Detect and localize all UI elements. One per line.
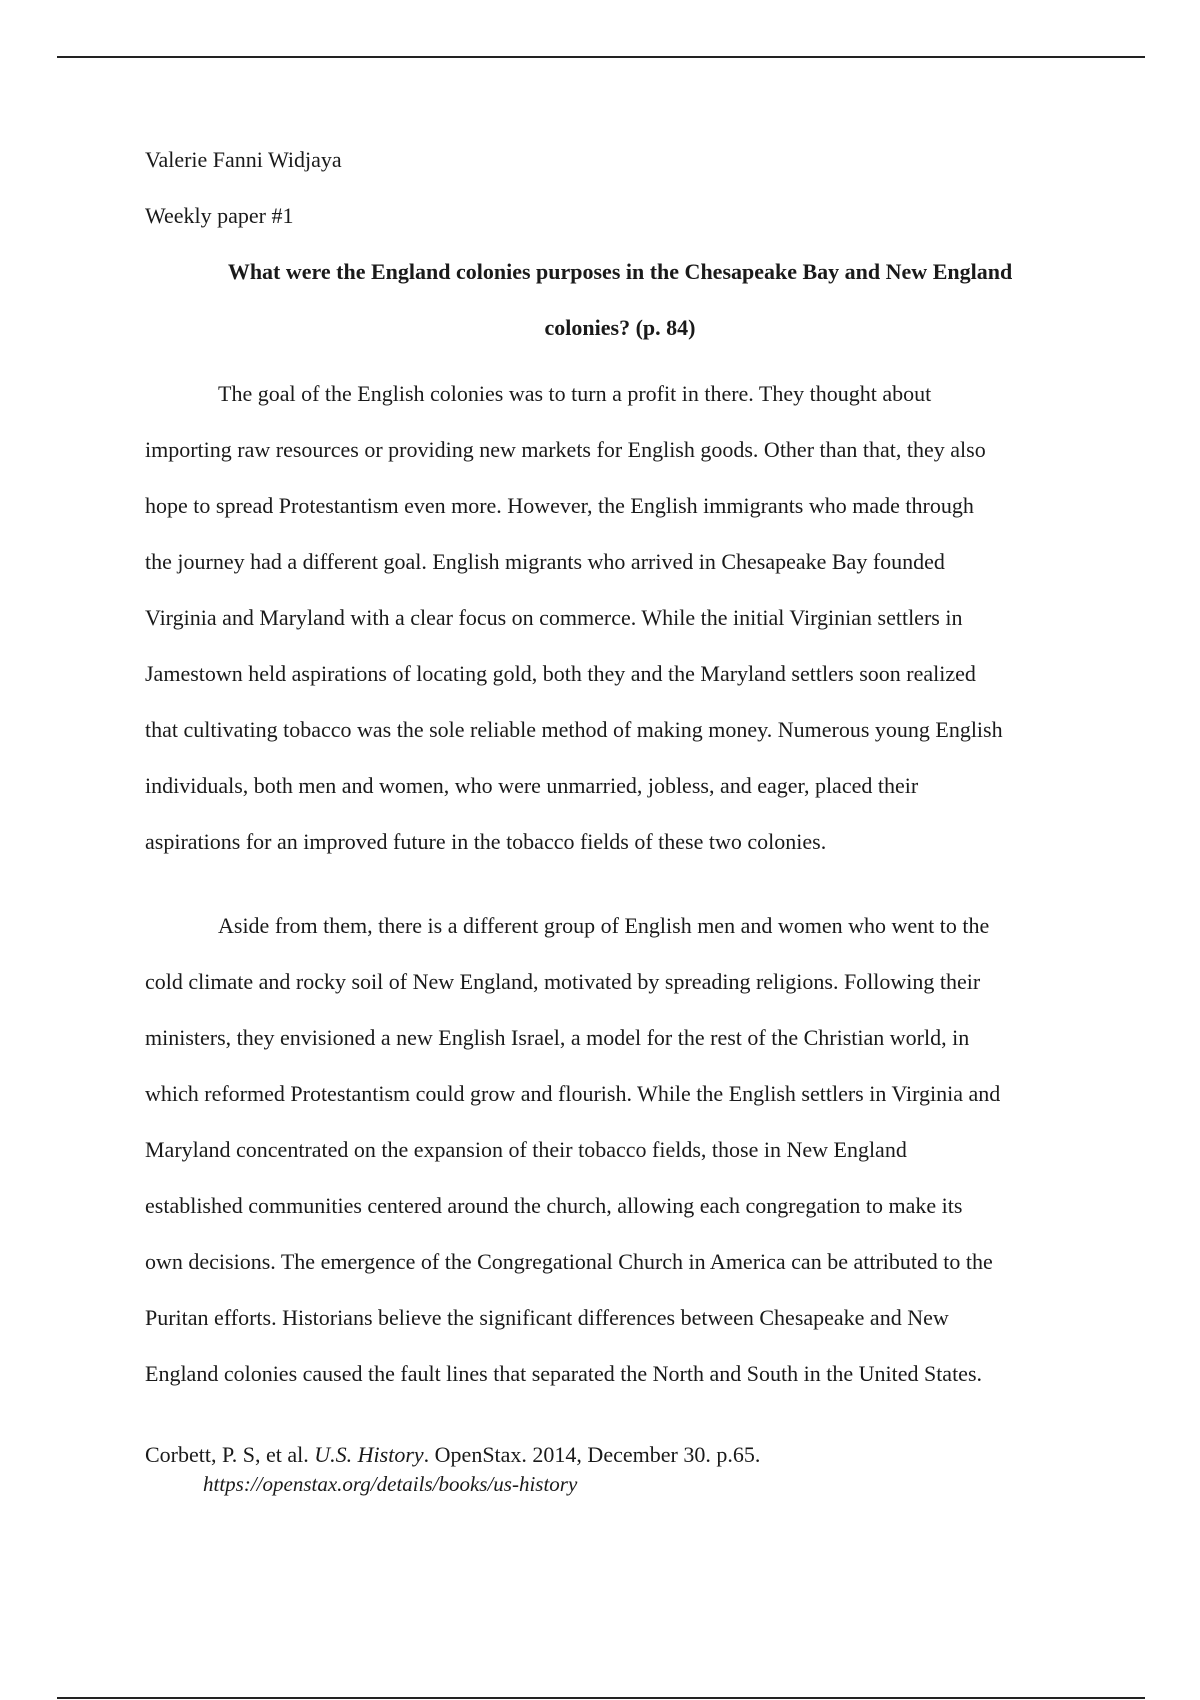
paragraph-2 [145, 898, 1095, 1402]
title-line-1: What were the England colonies purposes in the Chesapeake Bay and New England [227, 259, 1013, 284]
bottom-rule [57, 1697, 1145, 1699]
paragraph-1-line: Virginia and Maryland with a clear focus on commerce. While the initial Virginian settlers in [145, 605, 963, 630]
author-name: Valerie Fanni Widjaya [145, 147, 342, 172]
paragraph-2-line: ministers, they envisioned a new English Israel, a model for the rest of the Christian world, in [145, 1025, 970, 1050]
paragraph-2-line: which reformed Protestantism could grow and flourish. While the English settlers in Virginia and [145, 1081, 1001, 1106]
paragraph-2-line: Aside from them, there is a different group of English men and women who went to the [218, 913, 990, 938]
paragraph-1-line: individuals, both men and women, who were unmarried, jobless, and eager, placed their [145, 773, 919, 798]
paragraph-2-line: cold climate and rocky soil of New England, motivated by spreading religions. Following their [145, 969, 981, 994]
citation [145, 1440, 760, 1498]
citation-authors: Corbett, P. S, et al. [145, 1442, 309, 1467]
paragraph-1-line: aspirations for an improved future in the tobacco fields of these two colonies. [145, 829, 827, 854]
paragraph-2-line: England colonies caused the fault lines that separated the North and South in the United States. [145, 1361, 983, 1386]
document-body [145, 142, 1095, 1402]
paragraph-2-line: Puritan efforts. Historians believe the significant differences between Chesapeake and New [145, 1305, 949, 1330]
paragraph-2-line: Maryland concentrated on the expansion of their tobacco fields, those in New England [145, 1137, 907, 1162]
paragraph-1-line: hope to spread Protestantism even more. However, the English immigrants who made through [145, 493, 974, 518]
paragraph-1-line: Jamestown held aspirations of locating gold, both they and the Maryland settlers soon realized [145, 661, 976, 686]
citation-book-title: U.S. History [314, 1442, 424, 1467]
paragraph-2-line: established communities centered around the church, allowing each congregation to make its [145, 1193, 963, 1218]
paragraph-1-line: the journey had a different goal. English migrants who arrived in Chesapeake Bay founded [145, 549, 945, 574]
paper-label: Weekly paper #1 [145, 203, 294, 228]
paragraph-1-line: importing raw resources or providing new markets for English goods. Other than that, they also [145, 437, 986, 462]
paragraph-1-line: that cultivating tobacco was the sole reliable method of making money. Numerous young English [145, 717, 1003, 742]
paragraph-1-line: The goal of the English colonies was to turn a profit in there. They thought about [218, 381, 932, 406]
paragraph-2-line: own decisions. The emergence of the Congregational Church in America can be attributed to the [145, 1249, 993, 1274]
paragraph-1 [145, 366, 1095, 870]
citation-details: . OpenStax. 2014, December 30. p.65. [423, 1442, 761, 1467]
paragraph-spacer [145, 870, 1095, 898]
title-line-2: colonies? (p. 84) [544, 315, 696, 340]
top-rule [57, 56, 1145, 58]
citation-url: https://openstax.org/details/books/us-history [203, 1472, 578, 1496]
